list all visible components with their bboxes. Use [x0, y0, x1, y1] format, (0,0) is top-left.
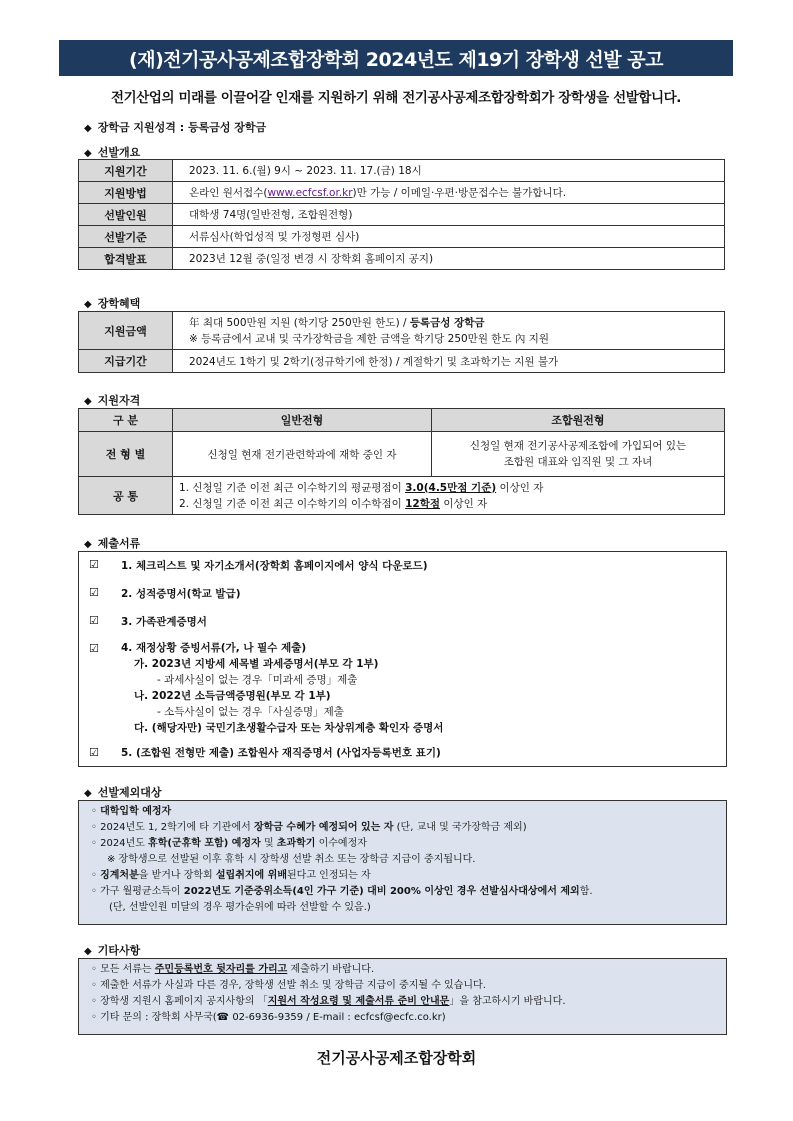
common-line [179, 480, 723, 496]
website-link[interactable]: www.ecfcsf.or.kr [267, 187, 353, 199]
document-item: 2. 성적증명서(학교 발급) [121, 588, 241, 600]
section-eligibility [84, 392, 140, 408]
benefit-amount [173, 312, 725, 350]
overview-value: 2023년 12월 중(일정 변경 시 장학회 홈페이지 공지) [173, 248, 725, 270]
document-note: - 소득사실이 없는 경우「사실증명」제출 [157, 706, 344, 718]
amount-text: 年 최대 500만원 지원 (학기당 250만원 한도) / [189, 316, 410, 329]
exclusion-bold: 장학금 수혜가 예정되어 있는 자 [253, 822, 394, 833]
others-text: 장학생 지원시 홈페이지 공지사항의 「 [100, 996, 268, 1007]
bullet: ◦ [91, 886, 97, 897]
document-note: - 과세사실이 없는 경우「미과세 증명」제출 [157, 674, 358, 686]
common-text: 이상인 자 [496, 481, 544, 494]
diamond-icon: ◆ [84, 946, 92, 957]
common-text: 2. 신청일 기준 이전 최근 이수학기의 이수학점이 [179, 497, 406, 510]
documents-box [78, 551, 727, 767]
exclusion-text: 이수예정자 [315, 838, 367, 849]
eligibility-header: 구 분 [79, 409, 173, 432]
overview-value: 대학생 74명(일반전형, 조합원전형) [173, 204, 725, 226]
diamond-icon: ◆ [84, 148, 92, 159]
document-item: 4. 재정상황 증빙서류(가, 나 필수 제출) [121, 642, 307, 654]
document-item: 1. 체크리스트 및 자기소개서(장학회 홈페이지에서 양식 다운로드) [121, 560, 428, 572]
common-criteria [173, 477, 725, 515]
exclusion-line [91, 820, 527, 836]
diamond-icon: ◆ [84, 123, 92, 134]
diamond-icon: ◆ [84, 396, 92, 407]
intro-text: 전기산업의 미래를 이끌어갈 인재를 지원하기 위해 전기공사공제조합장학회가 장학생을 선발합니다. [110, 90, 682, 106]
exclusion-bold: 2022년도 기준중위소득(4인 가구 기준) 대비 200% 이상인 경우 선발심사대상에서 제외 [183, 886, 580, 897]
benefit-label: 지급기간 [79, 350, 173, 373]
section-heading: 선발제외대상 [97, 786, 162, 799]
member-criteria [432, 432, 725, 477]
exclusion-box [78, 800, 727, 925]
document-subitem: 가. 2023년 지방세 세목별 과세증명서(부모 각 1부) [134, 658, 379, 670]
bullet: ◦ [91, 1012, 97, 1023]
amount-bold: 등록금성 장학금 [409, 316, 485, 329]
others-line [91, 1010, 446, 1026]
others-underline: 지원서 작성요령 및 제출서류 준비 안내문 [267, 996, 450, 1007]
exclusion-text: (단, 교내 및 국가장학금 제외) [393, 822, 527, 833]
exclusion-bold: 징계처분 [100, 870, 139, 881]
exclusion-bold: 설립취지에 위배 [215, 870, 287, 881]
benefit-label: 지원금액 [79, 312, 173, 350]
overview-label: 선발인원 [79, 204, 173, 226]
credit-requirement: 12학점 [405, 497, 441, 510]
others-text: 」을 참고하시기 바랍니다. [449, 996, 566, 1007]
contact-info: 기타 문의 : 장학회 사무국(☎ 02-6936-9359 / E-mail : ecfcsf@ecfc.co.kr) [100, 1012, 446, 1023]
bullet: ◦ [91, 870, 97, 881]
checkbox-icon: ☑ [89, 586, 99, 599]
exclusion-text: 2024년도 1, 2학기에 타 기관에서 [100, 822, 254, 833]
others-text: 제출한 서류가 사실과 다른 경우, 장학생 선발 취소 및 장학금 지급이 중지될 수 있습니다. [100, 980, 486, 991]
exclusion-note: ※ 장학생으로 선발된 이후 휴학 시 장학생 선발 취소 또는 장학금 지급이 중지됩니다. [107, 854, 476, 865]
benefit-period: 2024년도 1학기 및 2학기(정규학기에 한정) / 계절학기 및 초과학기는 지원 불가 [173, 350, 725, 373]
member-line: 신청일 현재 전기공사공제조합에 가입되어 있는 [469, 440, 687, 452]
diamond-icon: ◆ [84, 788, 92, 799]
eligibility-header: 일반전형 [173, 409, 432, 432]
benefits-table [78, 311, 725, 373]
bullet: ◦ [91, 838, 97, 849]
common-line [179, 496, 723, 512]
section-overview [84, 144, 140, 160]
section-others [84, 942, 140, 958]
exclusion-line [91, 804, 171, 820]
document-subitem: 다. (해당자만) 국민기초생활수급자 또는 차상위계층 확인자 증명서 [134, 722, 444, 734]
section-heading: 지원자격 [97, 394, 141, 407]
gpa-requirement: 3.0(4.5만점 기준) [405, 481, 497, 494]
overview-label: 선발기준 [79, 226, 173, 248]
general-criteria: 신청일 현재 전기관련학과에 재학 중인 자 [173, 432, 432, 477]
document-item: 3. 가족관계증명서 [121, 616, 207, 628]
support-nature [84, 119, 266, 135]
apply-method-text: 온라인 원서접수( [189, 187, 268, 199]
document-item: 5. (조합원 전형만 제출) 조합원사 재직증명서 (사업자등록번호 표기) [121, 747, 441, 759]
section-documents [84, 535, 140, 551]
exclusion-bold: 대학입학 예정자 [100, 806, 172, 817]
exclusion-line [91, 868, 371, 884]
eligibility-label: 전 형 별 [79, 432, 173, 477]
amount-note: ※ 등록금에서 교내 및 국가장학금을 제한 금액을 학기당 250만원 한도 內 지원 [189, 332, 550, 345]
others-line [91, 994, 566, 1010]
checkbox-icon: ☑ [89, 642, 99, 655]
section-exclusion [84, 784, 161, 800]
others-line [91, 978, 486, 994]
others-text: 제출하기 바랍니다. [287, 964, 375, 975]
section-heading: 선발개요 [97, 146, 141, 159]
page-title: (재)전기공사공제조합장학회 2024년도 제19기 장학생 선발 공고 [59, 40, 733, 76]
bullet: ◦ [91, 822, 97, 833]
section-benefits [84, 295, 140, 311]
checkbox-icon: ☑ [89, 746, 99, 759]
exclusion-text: 및 [260, 838, 277, 849]
exclusion-text: 함. [579, 886, 593, 897]
overview-value [173, 182, 725, 204]
overview-label: 지원방법 [79, 182, 173, 204]
exclusion-text: 2024년도 [100, 838, 149, 849]
amount-line [189, 315, 723, 331]
exclusion-bold: 휴학(군휴학 포함) 예정자 [148, 838, 261, 849]
document-subitem: 나. 2022년 소득금액증명원(부모 각 1부) [134, 690, 331, 702]
member-line: 조합원 대표와 임직원 및 그 자녀 [503, 456, 653, 468]
exclusion-text: 가구 월평균소득이 [100, 886, 184, 897]
eligibility-label: 공 통 [79, 477, 173, 515]
exclusion-line [91, 884, 593, 900]
bullet: ◦ [91, 806, 97, 817]
exclusion-note: (단, 선발인원 미달의 경우 평가순위에 따라 선발할 수 있음.) [109, 902, 371, 913]
eligibility-header: 조합원전형 [432, 409, 725, 432]
others-box [78, 958, 727, 1035]
overview-label: 지원기간 [79, 160, 173, 182]
others-text: 모든 서류는 [100, 964, 155, 975]
common-text: 1. 신청일 기준 이전 최근 이수학기의 평균평점이 [179, 481, 406, 494]
section-heading: 제출서류 [97, 537, 141, 550]
diamond-icon: ◆ [84, 539, 92, 550]
eligibility-table [78, 408, 725, 515]
checkbox-icon: ☑ [89, 558, 99, 571]
overview-value: 서류심사(학업성적 및 가정형편 심사) [173, 226, 725, 248]
overview-label: 합격발표 [79, 248, 173, 270]
checkbox-icon: ☑ [89, 614, 99, 627]
exclusion-text: 을 받거나 장학회 [138, 870, 216, 881]
bullet: ◦ [91, 996, 97, 1007]
overview-value: 2023. 11. 6.(월) 9시 ~ 2023. 11. 17.(금) 18시 [173, 160, 725, 182]
bullet: ◦ [91, 980, 97, 991]
support-nature-text: 장학금 지원성격 : 등록금성 장학금 [97, 121, 267, 134]
exclusion-text: 된다고 인정되는 자 [287, 870, 371, 881]
apply-method-text: )만 가능 / 이메일·우편·방문접수는 불가합니다. [352, 187, 567, 199]
others-line [91, 962, 374, 978]
exclusion-bold: 초과학기 [276, 838, 316, 849]
others-underline: 주민등록번호 뒷자리를 가리고 [154, 964, 288, 975]
bullet: ◦ [91, 964, 97, 975]
exclusion-line [91, 836, 367, 852]
section-heading: 장학혜택 [97, 297, 141, 310]
common-text: 이상인 자 [440, 497, 488, 510]
footer-organization: 전기공사공제조합장학회 [316, 1049, 477, 1067]
overview-table [78, 159, 725, 270]
diamond-icon: ◆ [84, 299, 92, 310]
section-heading: 기타사항 [97, 944, 141, 957]
